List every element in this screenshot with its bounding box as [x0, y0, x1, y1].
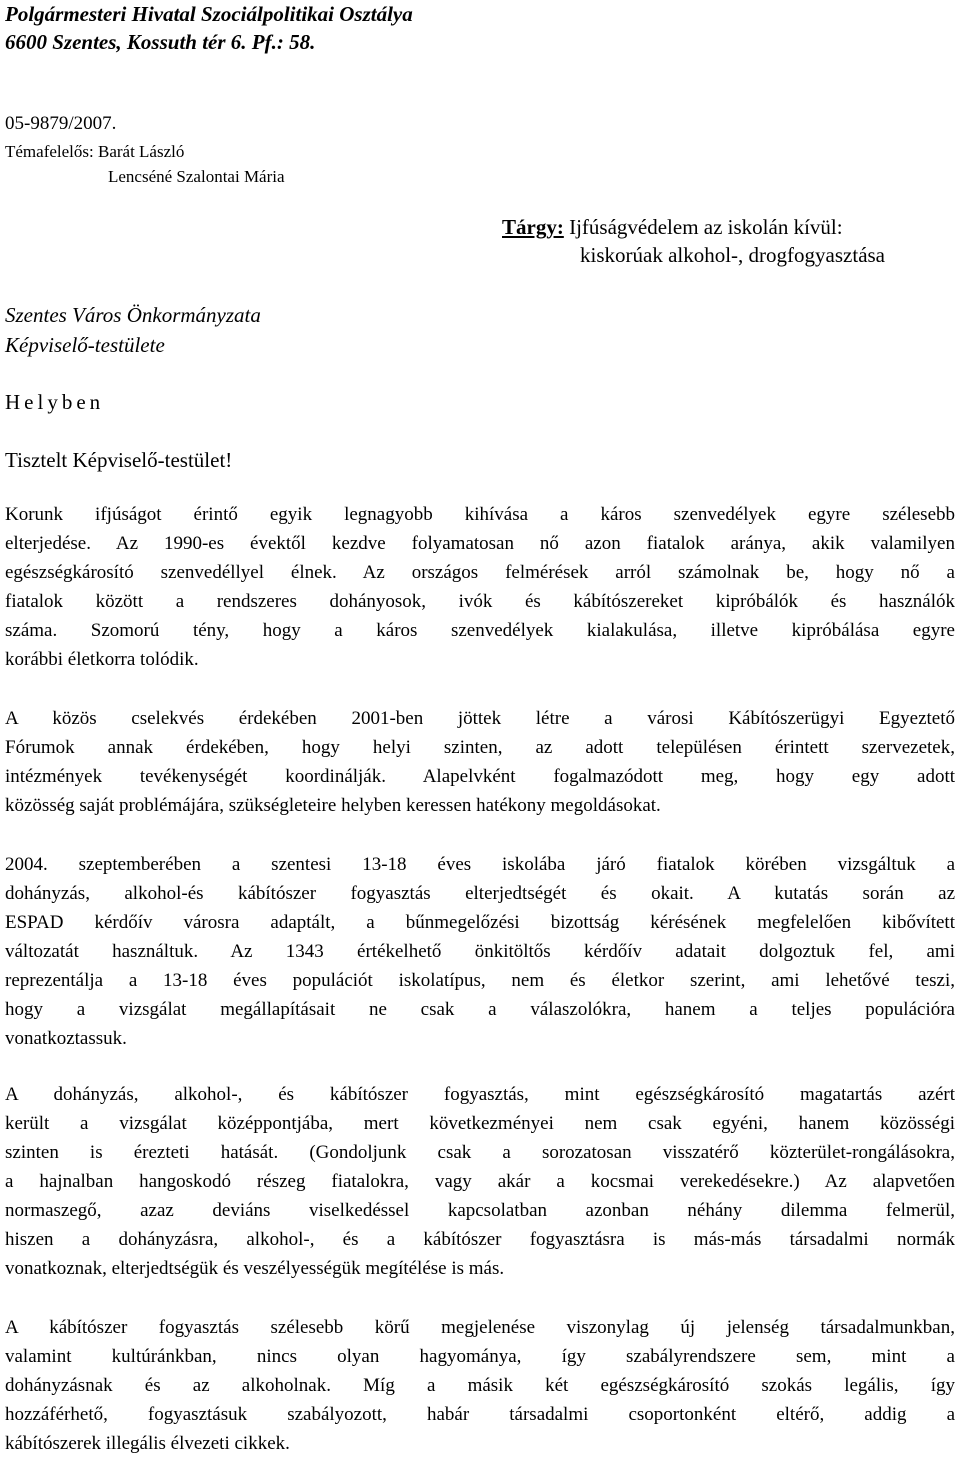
officer-line-2: Lencséné Szalontai Mária — [108, 167, 285, 186]
reference-number: 05-9879/2007. — [5, 113, 117, 134]
paragraph-line: került a vizsgálat középpontjába, mert következményei nem csak egyéni, hanem közösségi — [5, 1113, 955, 1134]
subject-block — [502, 213, 885, 269]
addressee-line-1: Szentes Város Önkormányzata — [5, 303, 261, 327]
paragraph-line: Korunk ifjúságot érintő egyik legnagyobb kihívása a káros szenvedélyek egyre szélesebb — [5, 504, 955, 525]
body-paragraph-4 — [5, 1080, 955, 1283]
paragraph-line: intézmények tevékenységét koordinálják. Alapelvként fogalmazódott meg, hogy egy adott — [5, 766, 955, 787]
body-paragraph-1 — [5, 500, 955, 674]
body-paragraph-5 — [5, 1313, 955, 1458]
addressee-place: Helyben — [5, 390, 105, 414]
salutation: Tisztelt Képviselő-testület! — [5, 448, 233, 472]
paragraph-line: Fórumok annak érdekében, hogy helyi szinten, az adott településen érintett szervezetek, — [5, 737, 955, 758]
paragraph-line: 2004. szeptemberében a szentesi 13-18 éves iskolába járó fiatalok körében vizsgáltuk a — [5, 854, 955, 875]
body-paragraph-2 — [5, 704, 955, 820]
paragraph-line: vonatkoznak, elterjedtségük és veszélyességük megítélése is más. — [5, 1258, 505, 1279]
subject-line-1 — [502, 213, 885, 241]
addressee-block — [5, 300, 261, 360]
sender-block — [5, 0, 413, 56]
paragraph-line: fiatalok között a rendszeres dohányosok, ivók és kábítószereket kipróbálók és használók — [5, 591, 955, 612]
paragraph-line: normaszegő, azaz deviáns viselkedéssel kapcsolatban azonban néhány dilemma felmerül, — [5, 1200, 955, 1221]
subject-label: Tárgy: — [502, 215, 564, 239]
office-name: Polgármesteri Hivatal Szociálpolitikai Osztálya — [5, 2, 413, 26]
paragraph-line: korábbi életkorra tolódik. — [5, 649, 199, 670]
subject-line-2: kiskorúak alkohol-, drogfogyasztása — [580, 243, 886, 267]
paragraph-line: közösség saját problémájára, szükségleteire helyben keressen hatékony megoldásokat. — [5, 795, 661, 816]
paragraph-line: szinten is érezteti hatását. (Gondoljunk csak a sorozatosan visszatérő közterület-rongálásokra, — [5, 1142, 955, 1163]
paragraph-line: hiszen a dohányzásra, alkohol-, és a kábítószer fogyasztásra is más-más társadalmi normák — [5, 1229, 955, 1250]
officer-line-1: Témafelelős: Barát László — [5, 142, 185, 161]
paragraph-line: hozzáférhető, fogyasztásuk szabályozott, habár társadalmi csoportonként eltérő, addig a — [5, 1404, 955, 1425]
paragraph-line: változatát használtuk. Az 1343 értékelhető önkitöltős kérdőív adatait dolgoztuk fel, ami — [5, 941, 955, 962]
paragraph-line: A dohányzás, alkohol-, és kábítószer fogyasztás, mint egészségkárosító magatartás azért — [5, 1084, 955, 1105]
body-paragraph-3 — [5, 850, 955, 1053]
paragraph-line: elterjedése. Az 1990-es évektől kezdve folyamatosan nő azon fiatalok aránya, akik valamilyen — [5, 533, 955, 554]
paragraph-line: a hajnalban hangoskodó részeg fiatalokra, vagy akár a kocsmai verekedésekre.) Az alapvetően — [5, 1171, 955, 1192]
paragraph-line: ESPAD kérdőív városra adaptált, a bűnmegelőzési bizottság kérésének megfelelően kibővített — [5, 912, 955, 933]
paragraph-line: dohányzás, alkohol-és kábítószer fogyasztás elterjedtségét és okait. A kutatás során az — [5, 883, 955, 904]
paragraph-line: dohányzásnak és az alkoholnak. Míg a másik két egészségkárosító szokás legális, így — [5, 1375, 955, 1396]
paragraph-line: valamint kultúránkban, nincs olyan hagyománya, így szabályrendszere sem, mint a — [5, 1346, 955, 1367]
addressee-line-2: Képviselő-testülete — [5, 333, 165, 357]
paragraph-line: A közös cselekvés érdekében 2001-ben jöttek létre a városi Kábítószerügyi Egyeztető — [5, 708, 955, 729]
officers-block — [5, 139, 285, 189]
subject-text-1: Ijfúságvédelem az iskolán kívül: — [563, 215, 843, 239]
paragraph-line: A kábítószer fogyasztás szélesebb körű megjelenése viszonylag új jelenség társadalmunkban, — [5, 1317, 955, 1338]
paragraph-line: kábítószerek illegális élvezeti cikkek. — [5, 1433, 290, 1454]
paragraph-line: vonatkoztassuk. — [5, 1028, 127, 1049]
paragraph-line: egészségkárosító szenvedéllyel élnek. Az országos felmérések arról számolnak be, hogy nő a — [5, 562, 955, 583]
paragraph-line: száma. Szomorú tény, hogy a káros szenvedélyek kialakulása, illetve kipróbálása egyre — [5, 620, 955, 641]
office-address: 6600 Szentes, Kossuth tér 6. Pf.: 58. — [5, 30, 316, 54]
paragraph-line: reprezentálja a 13-18 éves populációt iskolatípus, nem és életkor szerint, ami lehetővé teszi, — [5, 970, 955, 991]
paragraph-line: hogy a vizsgálat megállapításait ne csak a válaszolókra, hanem a teljes populációra — [5, 999, 955, 1020]
